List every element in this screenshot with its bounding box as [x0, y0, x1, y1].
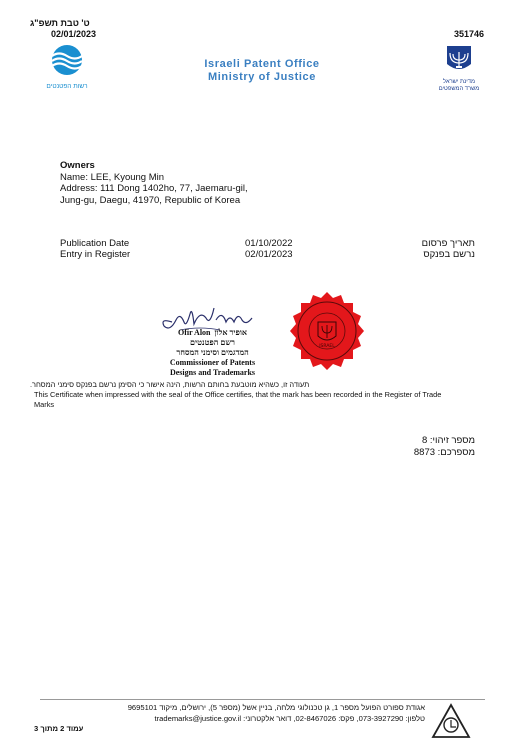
official-seal: [282, 290, 372, 372]
id-number: מספר זיהוי: 8: [421, 435, 475, 446]
signer-title-en-2: Designs and Trademarks: [169, 368, 256, 377]
waves-logo-icon: [42, 44, 92, 76]
certificate-text-en-line-2: Marks: [34, 399, 55, 409]
owners-heading: Owners: [60, 160, 95, 171]
hebrew-date: ט' טבת תשפ"ג: [30, 18, 90, 28]
footer-contact: טלפון: 073-3927290, פקס: 02-8467026, דואר אלקטרוני: trademarks@justice.gov.il: [154, 714, 425, 723]
accessibility-cert-icon: [431, 703, 471, 741]
signer-title-en-1: Commissioner of Patents: [169, 358, 256, 367]
seal-text: ISRAEL: [319, 344, 335, 349]
owner-address-line-1: Address: 111 Dong 1402ho, 77, Jaemaru-gil,: [60, 183, 248, 194]
emblem-caption-2: משרד המשפטים: [438, 86, 480, 92]
certificate-text-he-line: תעודה זו, כשהיא מוטבעת בחותם הרשות, הינה אישור כי הסימן נרשם בפנקס סימני המסחר.: [30, 380, 310, 389]
emblem-caption-1: מדינת ישראל: [442, 79, 475, 85]
publication-date-value: 01/10/2022: [245, 238, 293, 249]
document-number: 351746: [454, 29, 485, 39]
reference-number: מספרכם: 8873: [413, 447, 475, 458]
ministry-name: Ministry of Justice: [208, 71, 316, 83]
entry-label-he: נרשם בפנקס: [423, 249, 475, 260]
office-name: Israeli Patent Office: [204, 58, 320, 70]
state-emblem: [437, 44, 481, 90]
owner-address-line-2: Jung-gu, Daegu, 41970, Republic of Korea: [60, 194, 241, 206]
publication-date-label: Publication Date: [60, 238, 130, 249]
certificate-text-en: [34, 390, 504, 409]
owners-section: [60, 160, 248, 206]
owner-name: Name: LEE, Kyoung Min: [60, 171, 165, 183]
header-date: 02/01/2023: [51, 29, 97, 39]
signer-name-he: אופיר אלון: [214, 328, 248, 337]
menorah-emblem-icon: [437, 44, 481, 74]
patent-authority-logo: [42, 44, 92, 88]
publication-date-label-he: תאריך פרסום: [421, 238, 475, 249]
entry-value: 02/01/2023: [245, 249, 293, 260]
left-logo-caption: רשות הפטנטים: [46, 83, 88, 90]
page-number: עמוד 2 מתוך 3: [34, 724, 84, 733]
footer-address: אגודת ספורט הפועל מספר 1, גן טכנולוגי מלחה, בניין אשל (מספר 5), ירושלים, מיקוד 9695101: [127, 703, 425, 712]
footer-divider: [40, 699, 485, 700]
certificate-text-en-line-1: This Certificate when impressed with the seal of the Office certifies, that the mark has been recorded in the Register of Trade: [34, 390, 442, 399]
certificate-text-he: [30, 380, 375, 390]
signer-title-he-1: רשם הפטנטים: [190, 338, 235, 347]
signer-title-he-2: המדגמים וסימני המסחר: [176, 348, 249, 357]
signature-block: [160, 328, 265, 378]
entry-label: Entry in Register: [60, 249, 131, 260]
signer-name-en: Ofir Alon: [177, 328, 211, 337]
